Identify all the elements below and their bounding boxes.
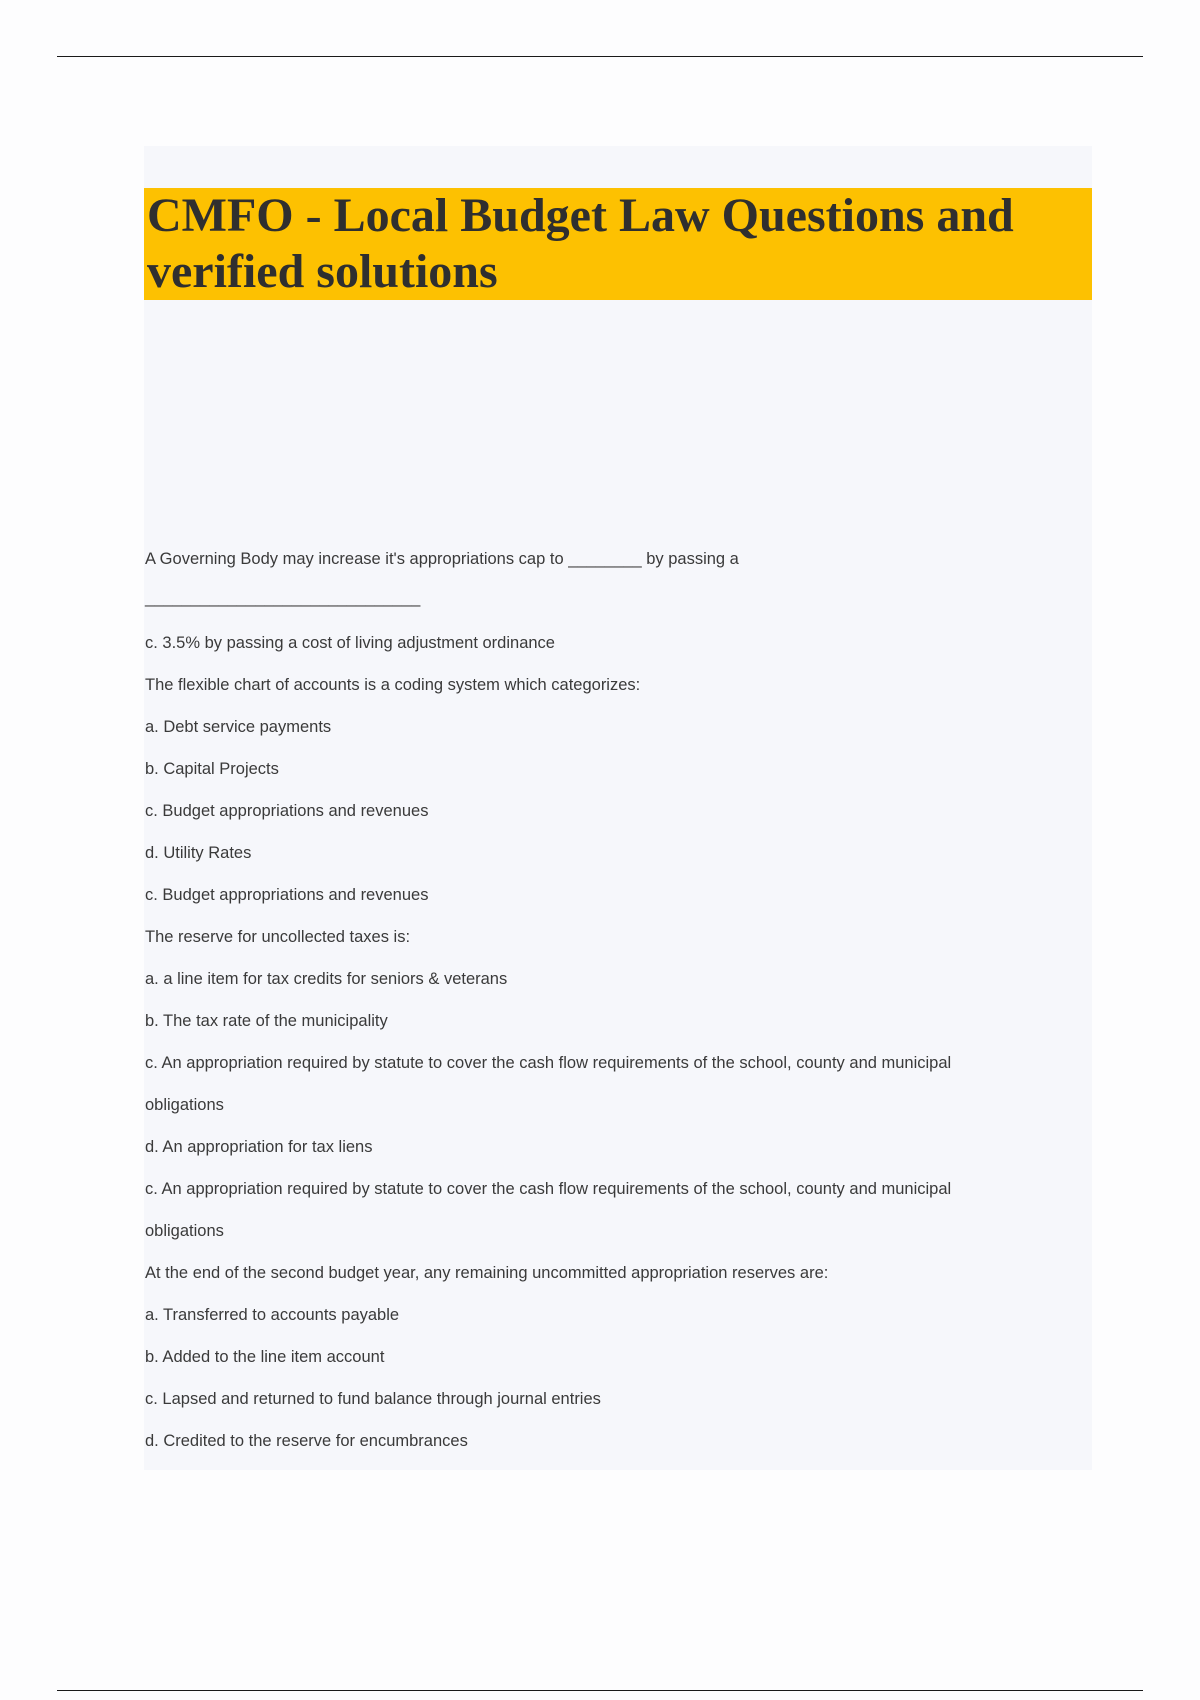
question-3-option-b: b. The tax rate of the municipality [145, 1012, 388, 1030]
answer-3: c. An appropriation required by statute to cover the cash flow requirements of the school, county and municipal [145, 1180, 952, 1198]
question-2-option-c: c. Budget appropriations and revenues [145, 802, 429, 820]
footer-rule [57, 1690, 1143, 1691]
question-2-option-b: b. Capital Projects [145, 760, 279, 778]
document-content [144, 146, 1092, 1470]
question-2-text: The flexible chart of accounts is a coding system which categorizes: [145, 676, 641, 694]
answer-2: c. Budget appropriations and revenues [145, 886, 429, 904]
question-4-text: At the end of the second budget year, any remaining uncommitted appropriation reserves are: [145, 1264, 829, 1282]
question-2-option-d: d. Utility Rates [145, 844, 252, 862]
question-3-option-c-cont: obligations [145, 1096, 224, 1114]
question-3-option-d: d. An appropriation for tax liens [145, 1138, 373, 1156]
answer-1: c. 3.5% by passing a cost of living adjustment ordinance [145, 634, 555, 652]
header-rule [57, 56, 1143, 57]
title-banner [144, 188, 1092, 300]
question-list [145, 538, 1085, 1462]
answer-3-cont: obligations [145, 1222, 224, 1240]
question-4-option-d: d. Credited to the reserve for encumbrances [145, 1432, 468, 1450]
question-4-option-a: a. Transferred to accounts payable [145, 1306, 400, 1324]
question-4-option-c: c. Lapsed and returned to fund balance through journal entries [145, 1390, 601, 1408]
question-2-option-a: a. Debt service payments [145, 718, 332, 736]
question-3-option-a: a. a line item for tax credits for seniors & veterans [145, 970, 508, 988]
question-1-blank: ______________________________ [145, 589, 421, 607]
question-3-text: The reserve for uncollected taxes is: [145, 928, 411, 946]
question-4-option-b: b. Added to the line item account [145, 1348, 385, 1366]
question-1-text: A Governing Body may increase it's appropriations cap to ________ by passing a [145, 550, 739, 568]
document-title: CMFO - Local Budget Law Questions and verified solutions [147, 189, 1014, 298]
question-3-option-c: c. An appropriation required by statute to cover the cash flow requirements of the school, county and municipal [145, 1054, 952, 1072]
